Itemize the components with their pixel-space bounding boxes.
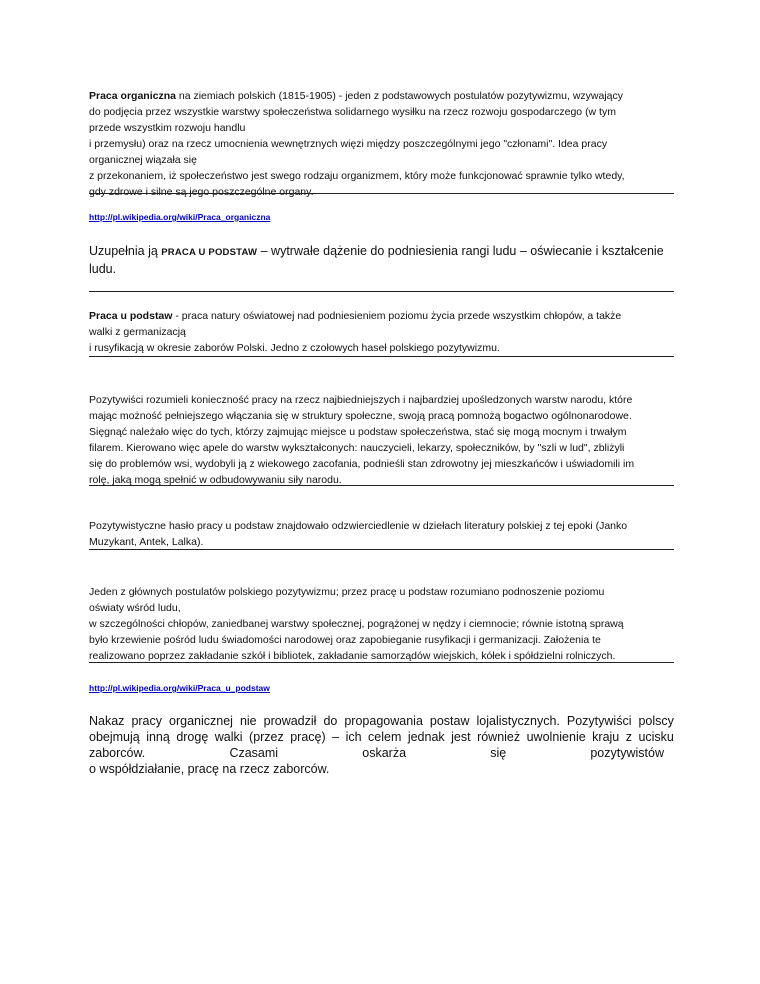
word: Nakaz (89, 714, 125, 728)
text-line: z przekonaniem, iż społeczeństwo jest swego rodzaju organizmem, który może funkcjonować sprawnie tylko wtedy, (89, 170, 625, 182)
text-line: do podjęcia przez wszystkie warstwy społeczeństwa solidarnego wysiłku na rzecz rozwoju gospodarczego (w tym (89, 106, 616, 118)
text-line: Muzykant, Antek, Lalka). (89, 536, 204, 548)
word: Pozytywiści (566, 714, 632, 728)
word: lojalistycznych. (476, 714, 560, 728)
word: pracę) (290, 730, 326, 744)
word: do (323, 714, 338, 728)
wikipedia-link-praca-organiczna[interactable]: http://pl.wikipedia.org/wiki/Praca_organiczna (89, 212, 271, 222)
word: walki (214, 730, 243, 744)
divider (89, 193, 674, 194)
text-line: o współdziałanie, pracę na rzecz zaborców. (89, 762, 330, 776)
divider (89, 662, 674, 663)
word: jest (451, 730, 471, 744)
text-line: przede wszystkim rozwoju handlu (89, 122, 246, 134)
text-line: walki z germanizacją (89, 326, 186, 338)
text-line: i rusyfikacją w okresie zaborów Polski. Jedno z czołowych haseł polskiego pozytywizmu. (89, 342, 500, 354)
paragraph-praca-organiczna (89, 88, 674, 200)
text-line: Pozytywistyczne hasło pracy u podstaw znajdowało odzwierciedlenie w dziełach literatury polskiej z tej epoki (Janko (89, 520, 628, 532)
word: pracy (131, 714, 163, 728)
word: – (332, 730, 340, 744)
word: również (477, 730, 521, 744)
divider (89, 291, 674, 292)
justified-line (89, 713, 674, 729)
text-line: filarem. Kierowano więc apele do warstw wykształconych: nauczycieli, lekarzy, społeczników, by "szli w lud", zbliżyli (89, 442, 625, 454)
word: polscy (638, 714, 674, 728)
text-line: i przemysłu) oraz na rzecz umocnienia wewnętrznych więzi między poszczególnymi jego "członami". Idea pracy (89, 138, 608, 150)
word: oskarża (362, 746, 407, 760)
word: celem (368, 730, 402, 744)
paragraph-praca-u-podstaw (89, 308, 674, 356)
paragraph-uzupelnia (89, 243, 674, 277)
text-line: - praca natury oświatowej nad podniesieniem poziomu życia przede wszystkim chłopów, a także (172, 310, 622, 322)
word: ucisku (638, 730, 674, 744)
term-praca-organiczna: Praca organiczna (89, 90, 176, 102)
word: się (490, 746, 507, 760)
paragraph-nakaz (89, 713, 674, 777)
wikipedia-link-praca-u-podstaw[interactable]: http://pl.wikipedia.org/wiki/Praca_u_podstaw (89, 683, 270, 693)
text-fragment: – wytrwałe dążenie do podniesienia rangi ludu – oświecanie i kształcenie (257, 244, 664, 258)
text-line: ludu. (89, 262, 117, 276)
divider (89, 356, 674, 357)
divider (89, 549, 674, 550)
term-praca-u-podstaw-bold: Praca u podstaw (89, 310, 173, 322)
text-line: oświaty wśród ludu, (89, 602, 181, 614)
word: (przez (249, 730, 284, 744)
text-line: Jeden z głównych postulatów polskiego pozytywizmu; przez pracę u podstaw rozumiano podnoszenie poziomu (89, 586, 605, 598)
word: prowadził (263, 714, 317, 728)
word: ich (345, 730, 362, 744)
word: inną (146, 730, 170, 744)
word: propagowania (344, 714, 423, 728)
text-line: na ziemiach polskich (1815-1905) - jeden z podstawowych postulatów pozytywizmu, wzywający (175, 90, 623, 102)
text-line: było krzewienie pośród ludu świadomości narodowej oraz zapobieganie rusyfikacji i germanizacji. Założenia te (89, 634, 601, 646)
word: zaborców. (89, 746, 146, 760)
paragraph-pozytywisci (89, 392, 674, 488)
term-praca-u-podstaw: PRACA U PODSTAW (161, 247, 258, 258)
paragraph-postulaty (89, 584, 674, 664)
word: pozytywistów (590, 746, 664, 760)
word: jednak (407, 730, 445, 744)
text-line: Pozytywiści rozumieli konieczność pracy na rzecz najbiedniejszych i najbardziej upośledzonych warstw narodu, które (89, 394, 633, 406)
text-line: rolę, jaką mogą spełnić w odbudowywaniu siły narodu. (89, 474, 342, 486)
text-line: gdy zdrowe i silne są jego poszczególne organy. (89, 186, 314, 198)
word: uwolnienie (526, 730, 586, 744)
word: obejmują (89, 730, 140, 744)
word: kraju (592, 730, 620, 744)
word: organicznej (169, 714, 233, 728)
text-fragment: Uzupełnia ją (89, 244, 162, 258)
justified-line (89, 745, 664, 761)
word: postaw (429, 714, 470, 728)
text-line: organicznej wiązała się (89, 154, 197, 166)
text-line: mając możność pełniejszego włączania się w struktury społeczne, swoją pracą pomnożą bogactwo ogólnonarodowe. (89, 410, 632, 422)
divider (89, 485, 674, 486)
justified-line (89, 729, 674, 745)
word: z (625, 730, 632, 744)
text-line: realizowano poprzez zakładanie szkół i bibliotek, zakładanie samorządów wiejskich, kółek i spółdzielni rolniczych. (89, 650, 616, 662)
word: Czasami (229, 746, 279, 760)
word: nie (239, 714, 257, 728)
paragraph-haslo (89, 518, 674, 550)
text-line: w szczególności chłopów, zaniedbanej warstwy społecznej, pogrążonej w nędzy i ciemnocie; równie istotną sprawą (89, 618, 624, 630)
text-line: Sięgnąć należało więc do tych, którzy zajmując miejsce u podstaw społeczeństwa, stać się mogą mocnym i trwałym (89, 426, 627, 438)
text-line: się do problemów wsi, wydobyli ją z wiekowego zacofania, podnieśli stan zdrowotny jej mieszkańców i uświadomili im (89, 458, 635, 470)
word: drogę (176, 730, 209, 744)
